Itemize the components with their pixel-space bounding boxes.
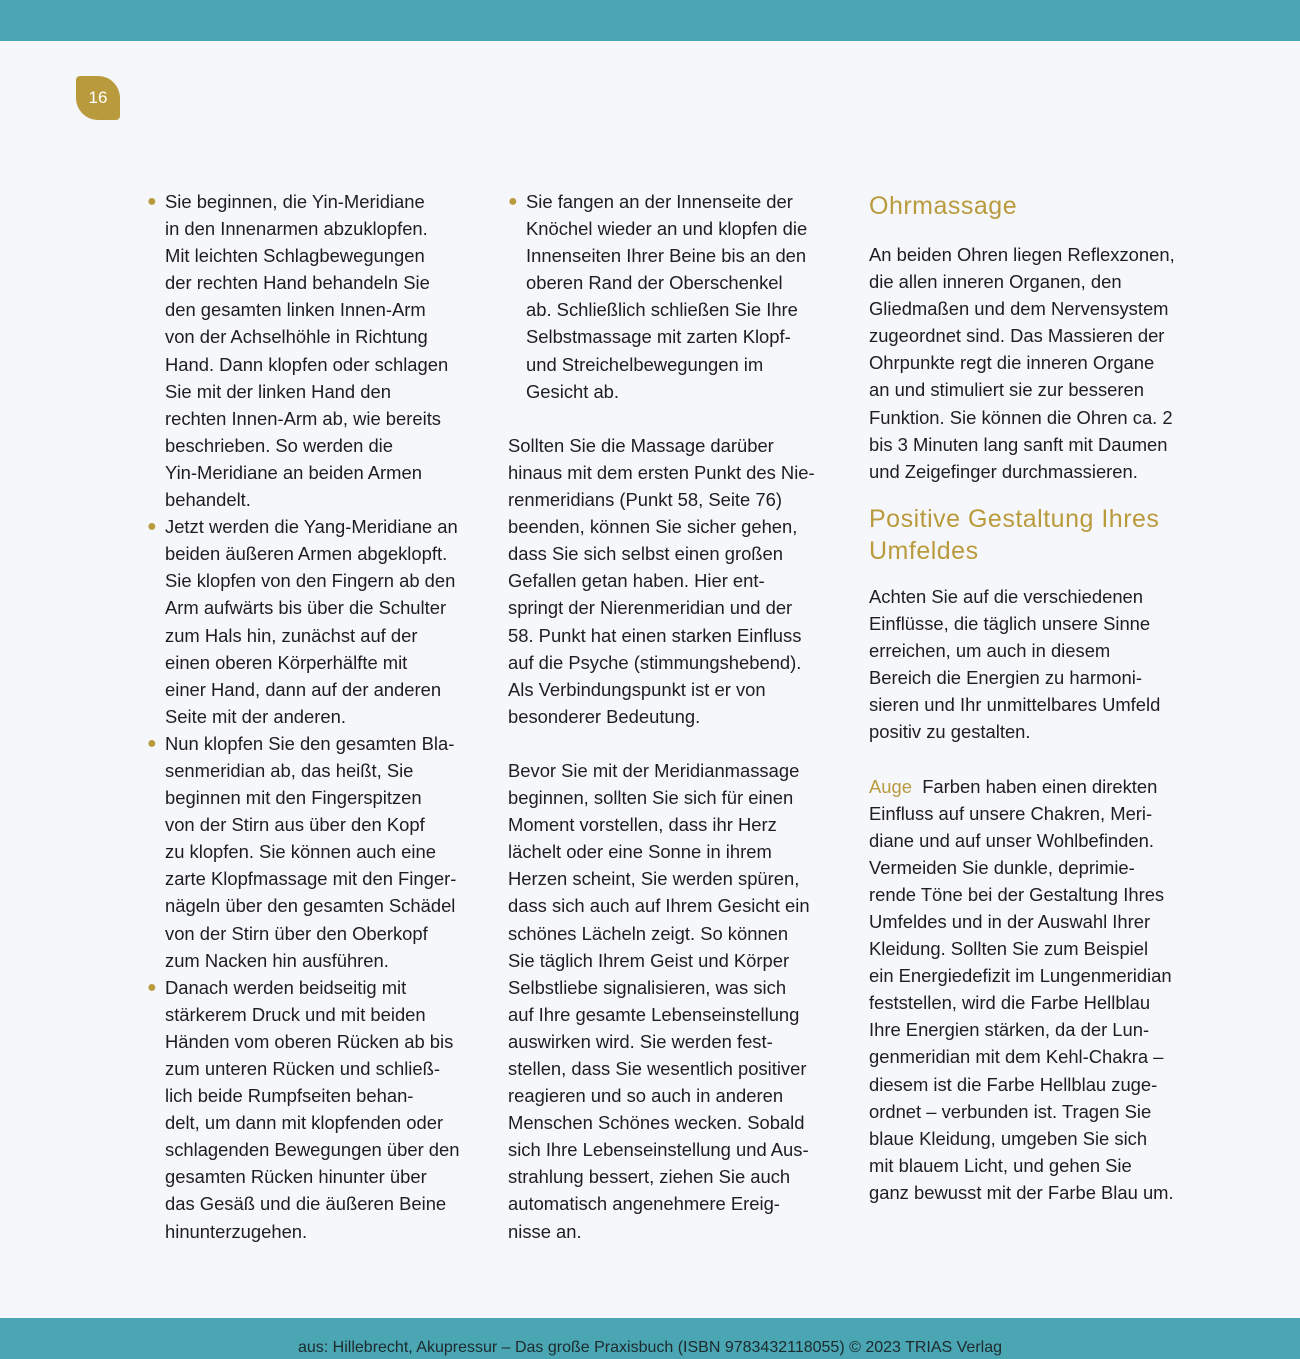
- text-line: Umfeldes: [869, 536, 979, 565]
- text-line: strahlung bessert, ziehen Sie auch: [508, 1166, 791, 1188]
- text-line: Seite mit der anderen.: [165, 705, 346, 727]
- text-line: stärkerem Druck und mit beiden: [165, 1003, 426, 1025]
- text-line: Sie mit der linken Hand den: [165, 380, 391, 402]
- text-line: zum Hals hin, zunächst auf der: [165, 624, 418, 646]
- text-line: nägeln über den gesamten Schädel: [165, 895, 456, 917]
- text-line: Yin-Meridiane an beiden Armen: [165, 461, 422, 483]
- list-item: [147, 974, 467, 1245]
- text-line: zum unteren Rücken und schließ-: [165, 1058, 440, 1079]
- text-line: Mit leichten Schlagbewegungen: [165, 245, 425, 267]
- page-number: 16: [88, 88, 108, 107]
- text-line: Innenseiten Ihrer Beine bis an den: [526, 245, 807, 267]
- text-line: einen oberen Körperhälfte mit: [165, 651, 408, 673]
- paragraph: [508, 432, 826, 730]
- text-line: bis 3 Minuten lang sanft mit Daumen: [869, 433, 1168, 455]
- text-line: diesem ist die Farbe Hellblau zuge-: [869, 1073, 1158, 1095]
- text-line: Ohrmassage: [869, 192, 1018, 220]
- text-line: nisse an.: [508, 1220, 582, 1242]
- text-line: der rechten Hand behandeln Sie: [165, 272, 430, 294]
- text-line: in den Innenarmen abzuklopfen.: [165, 218, 428, 240]
- text-line: Herzen scheint, Sie werden spüren,: [508, 868, 800, 890]
- text-line: zum Nacken hin ausführen.: [165, 949, 389, 971]
- text-line: Sollten Sie die Massage darüber: [508, 434, 774, 456]
- text-line: sich Ihre Lebenseinstellung und Aus-: [508, 1139, 809, 1161]
- text-line: ganz bewusst mit der Farbe Blau um.: [869, 1181, 1174, 1203]
- text-line: lächelt oder eine Sonne in ihrem: [508, 841, 772, 863]
- text-line: sieren und Ihr unmittelbares Umfeld: [869, 694, 1161, 716]
- text-line: Gliedmaßen und dem Nervensystem: [869, 298, 1169, 320]
- text-line: hinunterzugehen.: [165, 1220, 308, 1242]
- text-line: senmeridian ab, das heißt, Sie: [165, 759, 414, 781]
- text-line: reagieren und so auch in anderen: [508, 1085, 784, 1107]
- page-number-badge: [76, 76, 120, 120]
- section-heading-ohrmassage: [869, 190, 1187, 222]
- text-line: oberen Rand der Oberschenkel: [526, 272, 783, 294]
- text-line: schönes Lächeln zeigt. So können: [508, 922, 789, 944]
- text-line: das Gesäß und die äußeren Beine: [165, 1193, 447, 1215]
- text-line: ordnet – verbunden ist. Tragen Sie: [869, 1100, 1152, 1122]
- text-line: Einfluss auf unsere Chakren, Meri-: [869, 802, 1153, 824]
- text-line: auf die Psyche (stimmungshebend).: [508, 651, 802, 673]
- bullet-icon: ●: [147, 193, 157, 210]
- bullet-icon: ●: [147, 734, 157, 752]
- list-item: [147, 188, 467, 513]
- text-line: beiden äußeren Armen abgeklopft.: [165, 543, 448, 565]
- footer-citation: aus: Hillebrecht, Akupressur – Das große Praxisbuch (ISBN 9783432118055) © 2023 TRIAS Verlag: [297, 1338, 1003, 1356]
- text-line: rende Töne bei der Gestaltung Ihres: [869, 883, 1165, 905]
- text-line: Positive Gestaltung Ihres: [869, 504, 1160, 533]
- text-line: Farben haben einen direkten: [922, 775, 1158, 797]
- section-heading-umfeld: [869, 503, 1187, 567]
- auge-label: Auge: [869, 775, 912, 797]
- text-line: Umfeldes und in der Auswahl Ihrer: [869, 910, 1151, 932]
- text-line: die allen inneren Organen, den: [869, 271, 1122, 293]
- text-line: springt der Nierenmeridian und der: [508, 597, 793, 619]
- text-line: Moment vorstellen, dass ihr Herz: [508, 814, 777, 836]
- text-line: automatisch angenehmere Ereig-: [508, 1193, 780, 1215]
- text-line: auswirken wird. Sie werden fest-: [508, 1030, 773, 1052]
- text-line: zugeordnet sind. Das Massieren der: [869, 325, 1165, 347]
- text-line: ab. Schließlich schließen Sie Ihre: [526, 299, 798, 321]
- list-item: [147, 513, 467, 730]
- text-line: Sie fangen an der Innenseite der: [526, 191, 793, 212]
- text-line: von der Stirn über den Oberkopf: [165, 922, 428, 944]
- text-line: zarte Klopfmassage mit den Finger-: [165, 868, 457, 890]
- text-line: Ohrpunkte regt die inneren Organe: [869, 352, 1155, 374]
- text-line: von der Achselhöhle in Richtung: [165, 326, 428, 348]
- column-left: [147, 188, 467, 1245]
- text-line: delt, um dann mit klopfenden oder: [165, 1112, 444, 1134]
- text-line: blaue Kleidung, umgeben Sie sich: [869, 1127, 1148, 1149]
- text-line: Sie klopfen von den Fingern ab den: [165, 570, 456, 592]
- text-line: beschrieben. So werden die: [165, 434, 393, 456]
- text-line: Danach werden beidseitig mit: [165, 976, 407, 998]
- text-line: beginnen mit den Fingerspitzen: [165, 787, 422, 809]
- bullet-icon: ●: [147, 518, 157, 536]
- paragraph: [869, 583, 1187, 746]
- text-line: diane und auf unser Wohlbefinden.: [869, 829, 1154, 851]
- text-line: hinaus mit dem ersten Punkt des Nie-: [508, 461, 815, 483]
- paragraph: [508, 757, 826, 1245]
- text-line: positiv zu gestalten.: [869, 721, 1031, 743]
- text-line: Achten Sie auf die verschiedenen: [869, 585, 1144, 607]
- text-line: renmeridians (Punkt 58, Seite 76): [508, 489, 782, 511]
- text-line: Menschen Schönes wecken. Sobald: [508, 1112, 805, 1134]
- bullet-list: [147, 188, 467, 1245]
- text-line: beginnen, sollten Sie sich für einen: [508, 787, 794, 809]
- text-line: an und stimuliert sie zur besseren: [869, 379, 1144, 401]
- text-line: Bereich die Energien zu harmoni-: [869, 667, 1142, 689]
- column-right: [869, 190, 1187, 1206]
- text-line: Händen vom oberen Rücken ab bis: [165, 1030, 454, 1052]
- top-bar: [0, 0, 1300, 41]
- text-line: schlagenden Bewegungen über den: [165, 1139, 460, 1161]
- text-line: den gesamten linken Innen-Arm: [165, 299, 426, 321]
- text-line: Hand. Dann klopfen oder schlagen: [165, 353, 449, 375]
- bottom-bar: [0, 1318, 1300, 1359]
- text-line: behandelt.: [165, 489, 251, 511]
- text-line: Einflüsse, die täglich unsere Sinne: [869, 612, 1151, 634]
- text-line: lich beide Rumpfseiten behan-: [165, 1085, 414, 1107]
- text-line: Vermeiden Sie dunkle, deprimie-: [869, 856, 1135, 878]
- text-line: Ihre Energien stärken, da der Lun-: [869, 1019, 1150, 1041]
- text-line: gesamten Rücken hinunter über: [165, 1166, 427, 1188]
- text-line: An beiden Ohren liegen Reflexzonen,: [869, 244, 1175, 265]
- paragraph: [869, 241, 1187, 485]
- column-middle: [508, 188, 826, 1245]
- text-line: und Streichelbewegungen im: [526, 353, 764, 375]
- text-line: Als Verbindungspunkt ist er von: [508, 678, 766, 700]
- text-line: dass sich auch auf Ihrem Gesicht ein: [508, 895, 810, 917]
- list-item: [508, 188, 826, 405]
- text-line: besonderer Bedeutung.: [508, 705, 701, 727]
- text-line: feststellen, wird die Farbe Hellblau: [869, 992, 1151, 1014]
- text-line: Gefallen getan haben. Hier ent-: [508, 570, 765, 592]
- bullet-icon: ●: [147, 978, 157, 996]
- text-line: ein Energiedefizit im Lungenmeridian: [869, 965, 1172, 987]
- text-line: von der Stirn aus über den Kopf: [165, 814, 425, 836]
- text-line: Arm aufwärts bis über die Schulter: [165, 597, 447, 619]
- list-item: [147, 730, 467, 974]
- text-line: erreichen, um auch in diesem: [869, 640, 1111, 662]
- text-line: genmeridian mit dem Kehl-Chakra –: [869, 1046, 1164, 1068]
- text-line: Bevor Sie mit der Meridianmassage: [508, 759, 800, 781]
- text-line: Jetzt werden die Yang-Meridiane an: [165, 516, 458, 538]
- text-line: Funktion. Sie können die Ohren ca. 2: [869, 406, 1173, 428]
- text-line: stellen, dass Sie wesentlich positiver: [508, 1058, 807, 1079]
- text-line: mit blauem Licht, und gehen Sie: [869, 1154, 1132, 1176]
- paragraph-auge: [869, 773, 1187, 1207]
- bullet-icon: ●: [508, 193, 518, 210]
- text-line: dass Sie sich selbst einen großen: [508, 543, 783, 565]
- text-line: auf Ihre gesamte Lebenseinstellung: [508, 1003, 800, 1025]
- text-line: Selbstliebe signalisieren, was sich: [508, 976, 787, 998]
- text-line: 58. Punkt hat einen starken Einfluss: [508, 624, 802, 646]
- text-line: Selbstmassage mit zarten Klopf-: [526, 326, 791, 348]
- text-line: beenden, können Sie sicher gehen,: [508, 516, 798, 538]
- text-line: Kleidung. Sollten Sie zum Beispiel: [869, 938, 1149, 960]
- text-line: rechten Innen-Arm ab, wie bereits: [165, 407, 441, 429]
- text-line: Knöchel wieder an und klopfen die: [526, 218, 808, 240]
- text-line: Nun klopfen Sie den gesamten Bla-: [165, 732, 455, 754]
- text-line: zu klopfen. Sie können auch eine: [165, 841, 436, 863]
- text-line: Gesicht ab.: [526, 380, 620, 402]
- text-line: Sie beginnen, die Yin-Meridiane: [165, 191, 425, 212]
- text-line: einer Hand, dann auf der anderen: [165, 678, 442, 700]
- text-line: Sie täglich Ihrem Geist und Körper: [508, 949, 790, 971]
- text-line: und Zeigefinger durchmassieren.: [869, 460, 1138, 482]
